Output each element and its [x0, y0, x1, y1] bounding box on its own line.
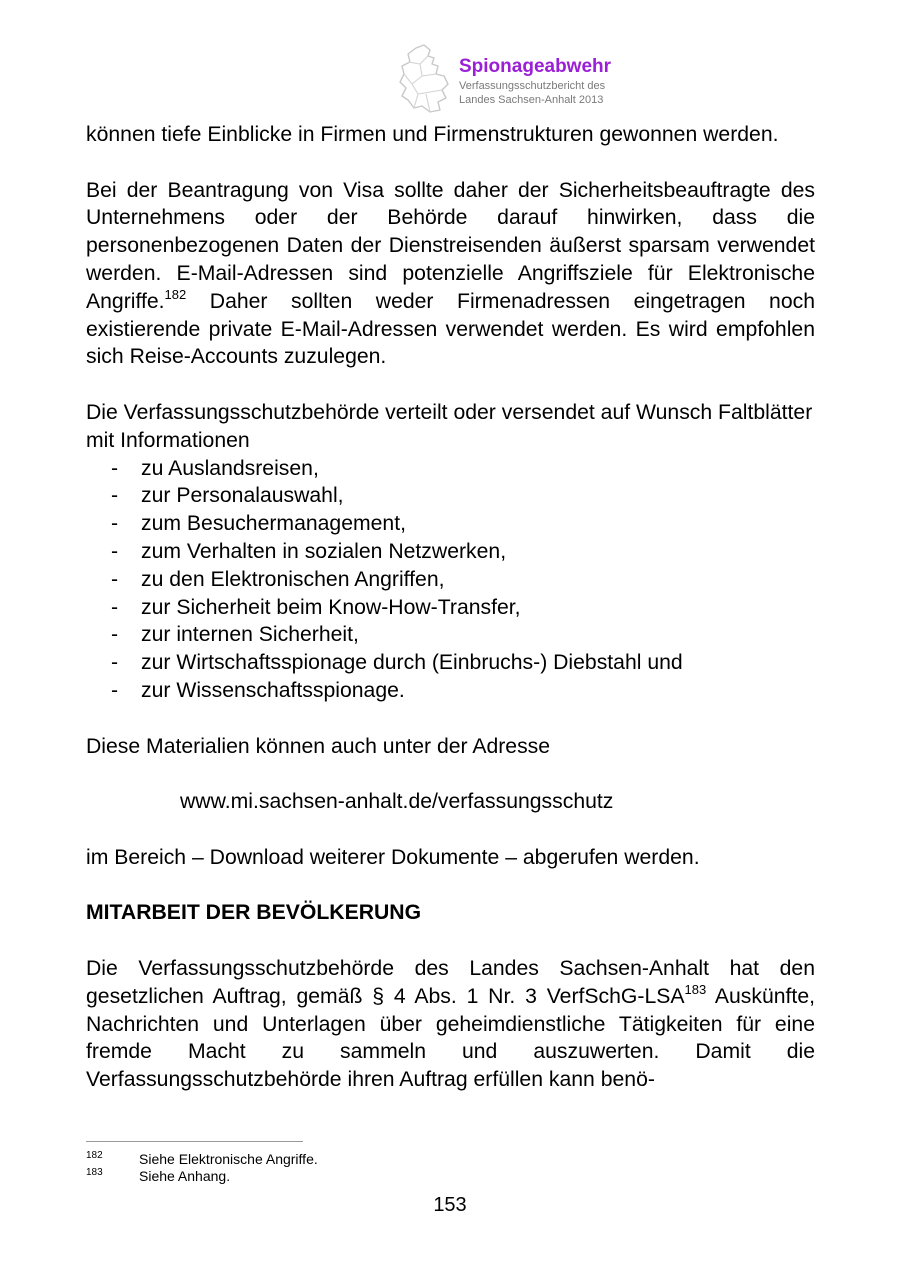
list-dash: - [111, 623, 119, 647]
list-dash: - [111, 595, 119, 619]
page-header [398, 44, 658, 114]
list-item-text: zur Sicherheit beim Know-How-Transfer, [141, 595, 521, 619]
header-subtitle-line1: Verfassungsschutzbericht des [459, 80, 606, 92]
list-dash: - [111, 651, 119, 675]
list-item-text: zum Verhalten in sozialen Netzwerken, [141, 539, 507, 563]
list-item-text: zu Auslandsreisen, [141, 456, 319, 480]
header-title: Spionageabwehr [459, 56, 612, 77]
leaflet-topic-list [86, 455, 815, 705]
list-item-text: zur Wirtschaftsspionage durch (Einbruchs-) Diebstahl und [141, 651, 683, 675]
paragraph-3: Die Verfassungsschutzbehörde verteilt oder versendet auf Wunsch Faltblätter mit Informationen [86, 400, 813, 452]
page-content [86, 121, 815, 1094]
paragraph-4: Diese Materialien können auch unter der Adresse [86, 734, 551, 758]
list-dash: - [111, 484, 119, 508]
list-dash: - [111, 512, 119, 536]
section-heading: MITARBEIT DER BEVÖLKERUNG [86, 901, 422, 925]
paragraph-6-text-a: Die Verfassungsschutzbehörde des Landes Sachsen-Anhalt hat den gesetzlichen Auftrag, gemäß § 4 Abs. 1 Nr. 3 VerfSchG-LSA [86, 956, 815, 1008]
list-dash: - [111, 456, 119, 480]
list-dash: - [111, 678, 119, 702]
list-item [111, 455, 815, 483]
footnote-text: Siehe Anhang. [139, 1168, 231, 1184]
paragraph-6-text-b: Auskünfte, Nachrichten und Unterlagen über geheimdienstliche Tätigkeiten für eine fremde Macht zu sammeln und auszuwerten. Damit die Verfassungsschutzbehörde ihren Auftrag erfüllen kann benö- [86, 984, 815, 1092]
list-item [111, 677, 815, 705]
paragraph-1: können tiefe Einblicke in Firmen und Firmenstrukturen gewonnen werden. [86, 123, 779, 146]
paragraph-6 [86, 955, 815, 1094]
list-dash: - [111, 539, 119, 563]
footnote-number: 183 [86, 1167, 103, 1178]
paragraph-2 [86, 177, 815, 372]
list-item-text: zur internen Sicherheit, [141, 623, 359, 647]
list-item [111, 538, 815, 566]
paragraph-2-text-b: Daher sollten weder Firmenadressen eingetragen noch existierende private E-Mail-Adressen verwendet werden. Es wird empfohlen sich Reise-Accounts zuzulegen. [86, 289, 815, 369]
footnote-number: 182 [86, 1150, 103, 1161]
footnote-separator [86, 1141, 303, 1142]
list-item [111, 482, 815, 510]
website-url: www.mi.sachsen-anhalt.de/verfassungsschutz [180, 790, 614, 814]
page-number: 153 [433, 1194, 467, 1216]
list-item-text: zur Personalauswahl, [141, 484, 344, 508]
paragraph-5: im Bereich – Download weiterer Dokumente – abgerufen werden. [86, 845, 700, 869]
list-dash: - [111, 567, 119, 591]
list-item-text: zu den Elektronischen Angriffen, [141, 567, 445, 591]
list-item-text: zur Wissenschaftsspionage. [141, 678, 405, 702]
list-item [111, 510, 815, 538]
sachsen-anhalt-map-icon [398, 44, 456, 114]
footnote-ref-182: 182 [164, 286, 187, 302]
footnote-ref-183: 183 [684, 981, 707, 997]
list-item [111, 621, 815, 649]
paragraph-2-text-a: Bei der Beantragung von Visa sollte daher der Sicherheitsbeauftragte des Unternehmens oder der Behörde darauf hinwirken, dass die personenbezogenen Daten der Dienstreisenden äußerst sparsam verwendet werden. E-Mail-Adressen sind potenzielle Angriffsziele für Elektronische Angriffe. [86, 178, 815, 313]
header-subtitle-line2: Landes Sachsen-Anhalt 2013 [459, 94, 604, 106]
list-item [111, 649, 815, 677]
list-item [111, 566, 815, 594]
footnote-text: Siehe Elektronische Angriffe. [139, 1151, 318, 1167]
list-item [111, 594, 815, 622]
list-item-text: zum Besuchermanagement, [141, 512, 406, 536]
